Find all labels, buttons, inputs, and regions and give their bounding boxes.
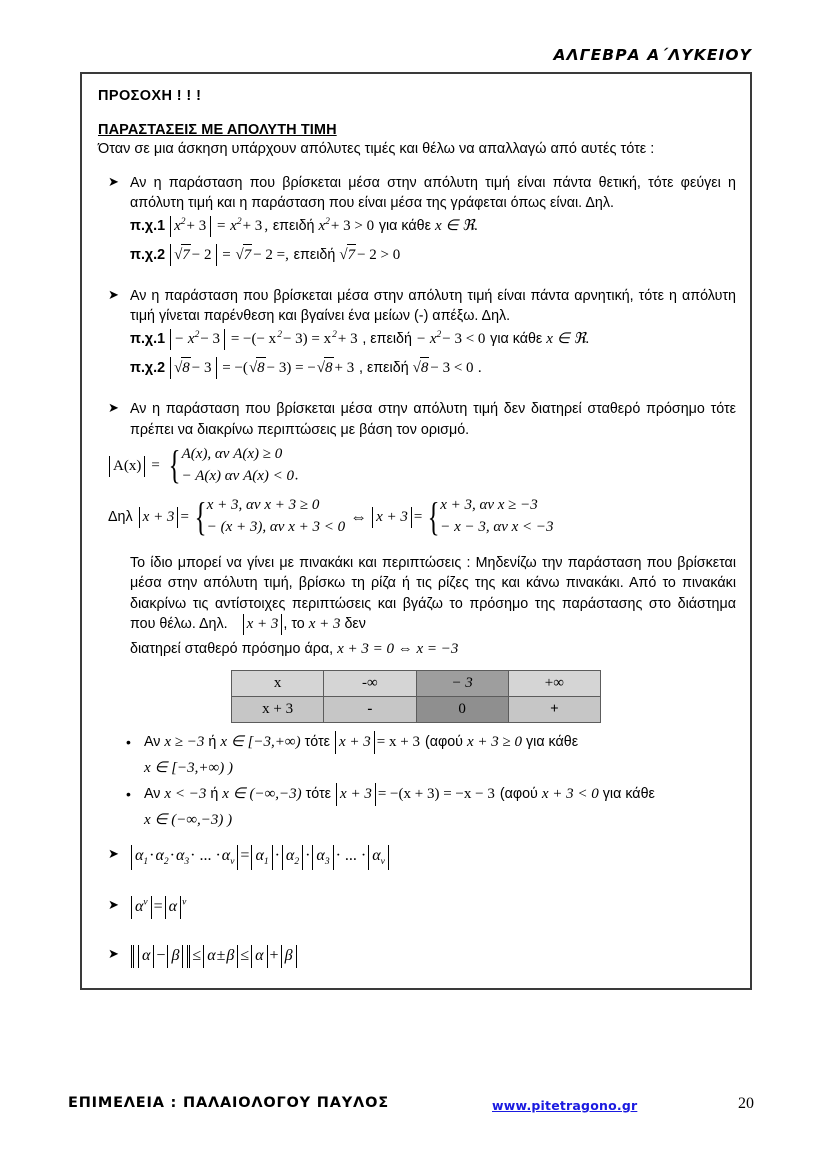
p3-le2: ≤ [240, 946, 250, 964]
p1-rdots: · ... · [335, 847, 367, 865]
r2e1-condition [416, 331, 490, 347]
sign-table-wrapper [96, 670, 736, 723]
arrow-bullet-icon: ➤ [108, 287, 119, 303]
brace-icon: { [427, 493, 440, 539]
attention-notice: ΠΡΟΣΟΧΗ ! ! ! [98, 88, 202, 104]
case2-prefix: Αν [144, 786, 161, 803]
p1-dots: · ... · [190, 847, 221, 865]
p3-b3: β [284, 946, 293, 964]
r2e2-abs-rest: − 3 [191, 360, 212, 377]
property-triangle-math [130, 947, 298, 964]
sign-table-sign-right: + [508, 697, 600, 723]
r1e1-because: επειδή [272, 217, 315, 234]
page-footer [0, 1095, 828, 1127]
table-row-header [232, 671, 601, 697]
case-item-negative [96, 783, 736, 831]
case2-domain: x ∈ (−∞,−3) ) [144, 811, 233, 828]
r2e1-cond-rest: − 3 < 0 [442, 330, 486, 347]
case1-reason-open: (αφού [424, 734, 464, 751]
case-item-positive [96, 731, 736, 779]
p3-a3: α [255, 946, 264, 964]
r1e2-abs-root: 7 [181, 244, 191, 266]
r2e2-because: , επειδή [359, 360, 409, 377]
case1-prefix: Αν [144, 734, 161, 751]
case1-abs: x + 3 [335, 731, 375, 754]
p1-equals: = [240, 847, 250, 865]
p2-base: α [135, 898, 144, 916]
dx-abs-1: x + 3 [139, 507, 179, 528]
footer-website-link[interactable]: www.pitetragono.gr [492, 1098, 638, 1113]
p1-r2: α [285, 847, 295, 865]
rule1-example2-math: √7 − 2 = √7 − 2 =, [169, 247, 294, 263]
brace-icon: { [194, 493, 207, 539]
r1e1-condition [319, 218, 379, 234]
dx-case-3: x + 3, αν x ≥ −3 [440, 497, 538, 514]
r2e2-step2-rest: + 3 [334, 360, 355, 377]
table-method-last-line [130, 639, 736, 660]
p1-r3: α [316, 847, 325, 865]
tm-den: δεν [344, 615, 366, 632]
p3-le1: ≤ [192, 946, 202, 964]
r1e2-abs-rest: − 2 [191, 246, 212, 263]
r1e2-condition: √7 − 2 > 0 [339, 247, 401, 263]
case1-cond1: x ≥ −3 [164, 734, 205, 751]
property-triangle-inequality [96, 945, 736, 968]
p2-equals: = [153, 898, 163, 916]
r1e1-domain: x ∈ ℜ [434, 217, 475, 234]
r1e1-period: . [474, 217, 479, 234]
dx-abs-2: x + 3 [372, 507, 412, 528]
def-trailing-dot: . [295, 467, 299, 484]
example-label-1-1: π.χ.1 [130, 217, 166, 234]
p1-a3: α [175, 847, 185, 865]
r2e1-step2-rest: + 3 [337, 330, 358, 347]
sign-table-pos-infinity: +∞ [508, 671, 600, 697]
r1e1-rhs-base: x [230, 217, 237, 234]
dx-piecewise-2 [424, 495, 554, 539]
def-piecewise [165, 444, 294, 488]
sign-table-neg-infinity: -∞ [324, 671, 416, 697]
p1-subv: ν [230, 857, 235, 868]
tm-last-text: διατηρεί σταθερό πρόσημο άρα, [130, 641, 334, 658]
table-method-text: Το ίδιο μπορεί να γίνει με πινακάκι και περιπτώσεις : Μηδενίζω την παράσταση που βρίσκεται μέσα στην απόλυτη τιμή, βρίσκω τη ρίζα ή τις ρίζες της και κάνω πινακάκι. Από το πινακάκι διακρίνω τις αντίστοιχες περιπτώσεις και βγάζω το πρόσημο της παράστασης στο διάστημα που θέλω. Δηλ. [130, 554, 736, 632]
r2e1-domain: x ∈ ℜ [546, 330, 586, 347]
rule2-example2-math: √8 − 3 = −(√8 − 3) = −√8 + 3 [169, 360, 359, 376]
arrow-bullet-icon: ➤ [108, 846, 119, 862]
iff-arrow-icon: ⇔ [350, 507, 368, 527]
r2e1-forall: για κάθε [490, 330, 543, 347]
property-power [96, 896, 736, 919]
dx-equals-2: = [412, 508, 423, 525]
p3-b1: β [171, 946, 180, 964]
r2e2-period: . [478, 360, 483, 377]
tm-expr: x + 3 [308, 615, 341, 632]
table-method-paragraph [130, 553, 736, 635]
case2-cond1: x < −3 [164, 786, 207, 803]
r2e2-condition: √8 − 3 < 0 [413, 360, 479, 376]
p3-a1: α [142, 946, 151, 964]
sign-table-root: − 3 [416, 671, 508, 697]
def-lhs: A(x) [113, 457, 142, 474]
r1e1-abs-exp: 2 [180, 216, 186, 227]
r1e1-abs-base: x [174, 217, 181, 234]
property-product-math: $\alpha_1\cdot\alpha_2\cdot\alpha_3\cdot$ ... $\cdot\alpha_\nu = \alpha_1 \cdot \alpha_2 \cdot \alpha_3$ · ... · $\alpha_\nu$ [130, 847, 390, 864]
case2-reason: x + 3 < 0 [541, 786, 599, 803]
sign-table [231, 670, 601, 723]
r2e1-cond-pre: − x [415, 330, 437, 347]
p3-a2: α [207, 946, 216, 964]
dx-case-4: − x − 3, αν x < −3 [440, 519, 554, 536]
r1e1-cond-base: x [318, 217, 326, 234]
r1e2-rhs-root: 7 [243, 244, 253, 266]
p1-rv: α [372, 847, 381, 865]
case2-eq: = −(x + 3) = −x − 3 [377, 786, 495, 803]
p1-rsub3: 3 [324, 857, 330, 868]
abs-definition [108, 444, 736, 488]
p2-rhs-base: α [168, 898, 178, 916]
intro-line: Όταν σε μια άσκηση υπάρχουν απόλυτες τιμές και θέλω να απαλλαγώ από αυτές τότε : [98, 141, 655, 157]
p1-av: α [221, 847, 231, 865]
rule-negative-text: Αν η παράσταση που βρίσκεται μέσα στην απόλυτη τιμή είναι πάντα αρνητική, τότε η απόλυτη τιμή γίνεται παρένθεση και βγαίνει ένα μείων (-) απέξω. Δηλ. [130, 288, 736, 325]
case1-cond2: x ∈ [−3,+∞) [220, 734, 301, 751]
dx-case-2: − (x + 3), αν x + 3 < 0 [206, 519, 346, 536]
r2e2-step1-pre: = −( [222, 360, 248, 377]
r1e2-cond-root: 7 [347, 244, 357, 266]
r2e1-step1-exp: 2 [277, 329, 282, 340]
r2e1-abs-pre: − x [174, 330, 195, 347]
tm-comma: , το [283, 615, 305, 632]
r2e2-abs-root: 8 [181, 357, 191, 379]
r2e2-cond-rest: − 3 < 0 [430, 360, 474, 377]
rule-positive-text: Αν η παράσταση που βρίσκεται μέσα στην απόλυτη τιμή είναι πάντα θετική, τότε φεύγει η απόλυτη τιμή και η παράσταση που είναι μέσα της γράφεται όπως είναι. Δηλ. [130, 175, 736, 212]
example-label-2-1: π.χ.1 [130, 330, 166, 347]
r1e1-rhs-rest: + 3 [242, 217, 263, 234]
page-header-title: ΑΛΓΕΒΡΑ Α΄ΛΥΚΕΙΟΥ [553, 46, 752, 64]
arrow-bullet-icon: ➤ [108, 945, 119, 961]
arrow-bullet-icon: ➤ [108, 174, 119, 189]
case1-reason: x + 3 ≥ 0 [467, 734, 523, 751]
r1e1-rhs-exp: 2 [236, 216, 242, 227]
dx-equals-1: = [179, 508, 190, 525]
example-label-2-2: π.χ.2 [130, 360, 166, 377]
case1-or: ή [208, 734, 217, 751]
case2-cond2: x ∈ (−∞,−3) [222, 786, 302, 803]
r1e2-rhs-rest: − 2 =, [253, 246, 289, 263]
content-box [80, 72, 752, 990]
r2e2-cond-root: 8 [420, 357, 430, 379]
r2e1-abs-rest: − 3 [200, 330, 221, 347]
r1e1-cond-exp: 2 [325, 216, 330, 227]
p2-rhs-exp: ν [182, 897, 187, 908]
rule-varying-sign-text: Αν η παράσταση που βρίσκεται μέσα στην απόλυτη τιμή δεν διατηρεί σταθερό πρόσημο τότε πρέπει να διακρίνω περιπτώσεις με βάση τον ορισμό. [130, 401, 736, 438]
case1-domain: x ∈ [−3,+∞) ) [144, 759, 233, 776]
abs-x-plus-3-expansion [108, 495, 736, 539]
sign-table-expression: x + 3 [232, 697, 324, 723]
p1-a1: α [135, 847, 144, 865]
p3-plus: + [269, 946, 279, 964]
def-case-2: − A(x) αν A(x) < 0 [181, 467, 295, 484]
p1-sub2: 2 [163, 857, 169, 868]
case2-then: τότε [305, 786, 332, 803]
r2e2-step1-root: 8 [256, 357, 266, 379]
r2e1-period: . [585, 330, 590, 347]
r2e1-step2-exp: 2 [332, 329, 337, 340]
p1-r1: α [255, 847, 264, 865]
arrow-bullet-icon: ➤ [108, 897, 119, 913]
case1-eq: = x + 3 [376, 734, 420, 751]
case2-reason-open: (αφού [499, 786, 538, 803]
p2-exp: ν [143, 897, 148, 908]
case2-or: ή [210, 786, 219, 803]
case2-forall: για κάθε [602, 786, 655, 803]
rule2-example1-math [169, 331, 362, 347]
rule-varying-sign [96, 399, 736, 660]
arrow-bullet-icon: ➤ [108, 400, 119, 416]
r2e1-because: , επειδή [362, 330, 412, 347]
brace-icon: { [169, 442, 181, 488]
rule-negative [96, 286, 736, 379]
p1-rsub2: 2 [294, 857, 300, 868]
r2e1-abs-exp: 2 [194, 329, 200, 340]
sign-table-zero: 0 [416, 697, 508, 723]
def-case-1: A(x), αν A(x) ≥ 0 [181, 445, 283, 462]
tm-abs: x + 3 [243, 614, 283, 635]
r1e1-cond-rest: + 3 > 0 [330, 217, 375, 234]
r2e1-step1-rest: − 3) = x [282, 330, 332, 347]
def-equals: = [150, 457, 161, 474]
property-product [96, 845, 736, 870]
case1-forall: για κάθε [526, 734, 579, 751]
r2e1-cond-exp: 2 [436, 329, 442, 340]
dilada-label: Δηλ [108, 509, 133, 526]
dx-piecewise-1 [191, 495, 346, 539]
tm-last-math: x + 3 = 0 ⇔ x = −3 [337, 641, 459, 658]
p1-rsubv: ν [380, 857, 385, 868]
sign-table-x-header: x [232, 671, 324, 697]
dot-bullet-icon: • [126, 786, 131, 803]
r1e1-abs-rest: + 3 [186, 217, 207, 234]
p3-pm: ± [216, 946, 226, 964]
p3-minus: − [156, 946, 166, 964]
rule1-example1-math: $x^2+ 3 = x^2+ 3$ , [169, 218, 273, 234]
r2e2-step1-rest: − 3) = − [266, 360, 316, 377]
sign-table-sign-left: - [324, 697, 416, 723]
dx-case-1: x + 3, αν x + 3 ≥ 0 [206, 497, 320, 514]
p1-sub3: 3 [184, 857, 190, 868]
table-row [232, 697, 601, 723]
section-title: ΠΑΡΑΣΤΑΣΕΙΣ ΜΕ ΑΠΟΛΥΤΗ ΤΙΜΗ [98, 122, 337, 138]
p1-rsub1: 1 [263, 857, 269, 868]
rule-positive [96, 173, 736, 266]
r2e1-step1: = −(− x [230, 330, 277, 347]
r1e2-cond-rest: − 2 > 0 [357, 246, 401, 263]
p3-b2: β [226, 946, 235, 964]
p1-a2: α [155, 847, 164, 865]
case2-abs: x + 3 [336, 783, 376, 806]
r1e2-because: επειδή [293, 246, 336, 263]
r1e1-forall: για κάθε [378, 217, 431, 234]
p1-sub1: 1 [143, 857, 149, 868]
property-power-math [130, 898, 186, 915]
footer-author: ΕΠΙΜΕΛΕΙΑ : ΠΑΛΑΙΟΛΟΓΟΥ ΠΑΥΛΟΣ [68, 1095, 389, 1111]
absolute-value-properties [96, 845, 736, 967]
dot-bullet-icon: • [126, 734, 131, 751]
case1-then: τότε [304, 734, 331, 751]
example-label-1-2: π.χ.2 [130, 246, 166, 263]
footer-page-number: 20 [738, 1095, 754, 1112]
r2e2-step2-root: 8 [324, 357, 334, 379]
